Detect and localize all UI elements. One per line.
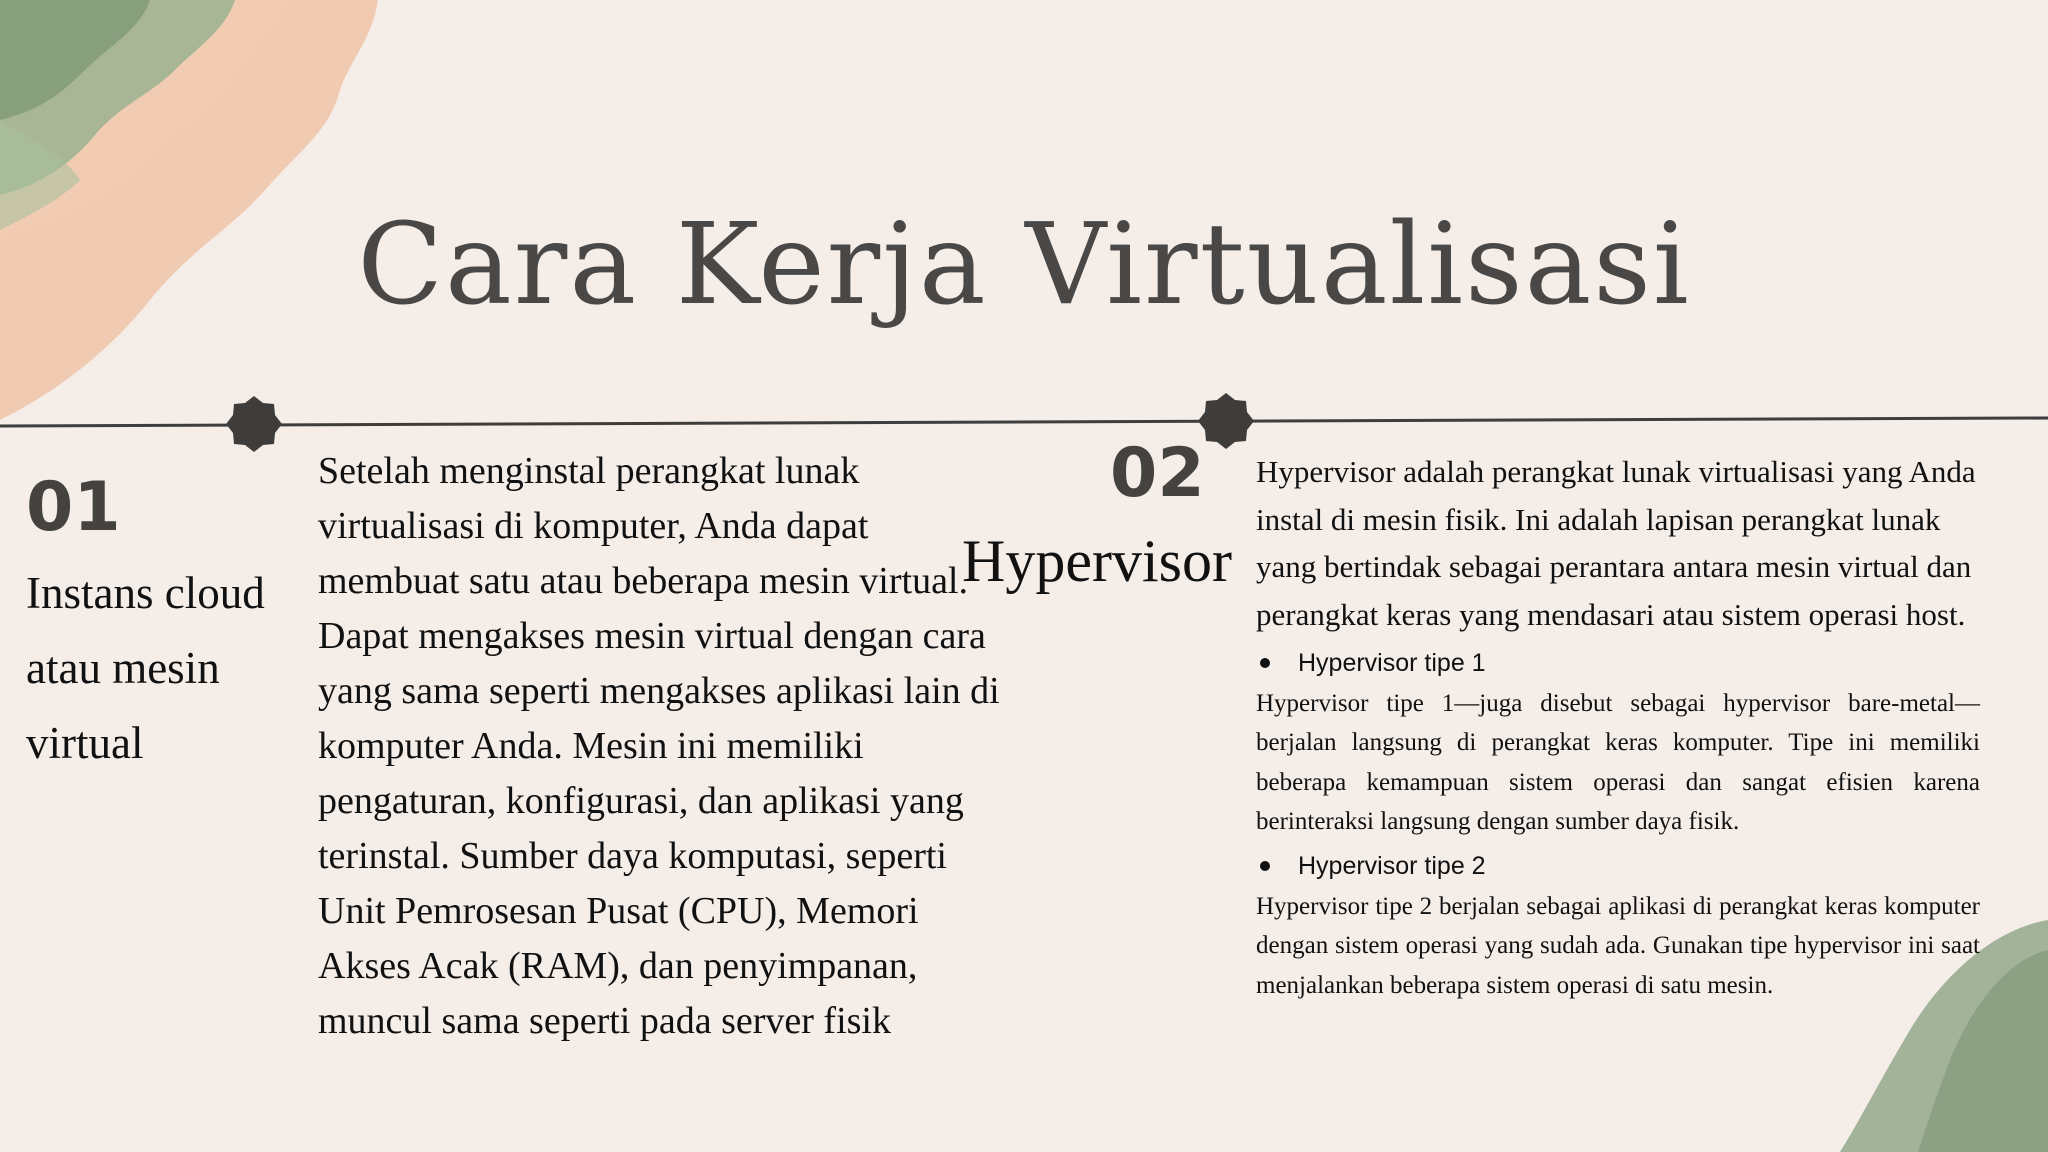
- section-heading-hypervisor: Hypervisor: [962, 528, 1232, 594]
- bullet-dot-icon: [1260, 861, 1270, 871]
- bullet-label: Hypervisor tipe 1: [1298, 649, 1486, 677]
- slide-title: Cara Kerja Virtualisasi: [357, 200, 1691, 330]
- hypervisor-type-1-text: Hypervisor tipe 1—juga disebut sebagai hypervisor bare-metal—berjalan langsung di perangkat keras komputer. Tipe ini memiliki beberapa kemampuan sistem operasi dan sangat efisien karena berinteraksi langsung dengan sumber daya fisik.: [1256, 690, 1980, 835]
- hypervisor-details: [1256, 448, 1980, 1005]
- section-number-02: 02: [1110, 434, 1205, 513]
- hypervisor-type-2-text: Hypervisor tipe 2 berjalan sebagai aplikasi di perangkat keras komputer dengan sistem operasi yang sudah ada. Gunakan tipe hypervisor ini saat menjalankan beberapa sistem operasi di satu mesin.: [1256, 893, 1980, 999]
- timeline-marker-01: [226, 396, 282, 452]
- bullet-hypervisor-type-2: [1256, 847, 1980, 885]
- section-heading-instans-cloud: Instans cloud atau mesin virtual: [26, 568, 265, 768]
- hypervisor-intro: Hypervisor adalah perangkat lunak virtualisasi yang Anda instal di mesin fisik. Ini adalah lapisan perangkat lunak yang bertindak sebagai perantara antara mesin virtual dan perangkat keras yang mendasari atau sistem operasi host.: [1256, 454, 1976, 632]
- bullet-label: Hypervisor tipe 2: [1298, 852, 1486, 881]
- bullet-dot-icon: [1260, 658, 1270, 668]
- section-number-01: 01: [26, 468, 121, 547]
- bullet-hypervisor-type-1: [1256, 644, 1980, 682]
- timeline-marker-02: [1198, 393, 1254, 449]
- section-body-instans-cloud: Setelah menginstal perangkat lunak virtualisasi di komputer, Anda dapat membuat satu atau beberapa mesin virtual. Dapat mengakses mesin virtual dengan cara yang sama seperti mengakses aplikasi lain di komputer Anda. Mesin ini memiliki pengaturan, konfigurasi, dan aplikasi yang terinstal. Sumber daya komputasi, seperti Unit Pemrosesan Pusat (CPU), Memori Akses Acak (RAM), dan penyimpanan, muncul sama seperti pada server fisik: [318, 450, 1000, 1042]
